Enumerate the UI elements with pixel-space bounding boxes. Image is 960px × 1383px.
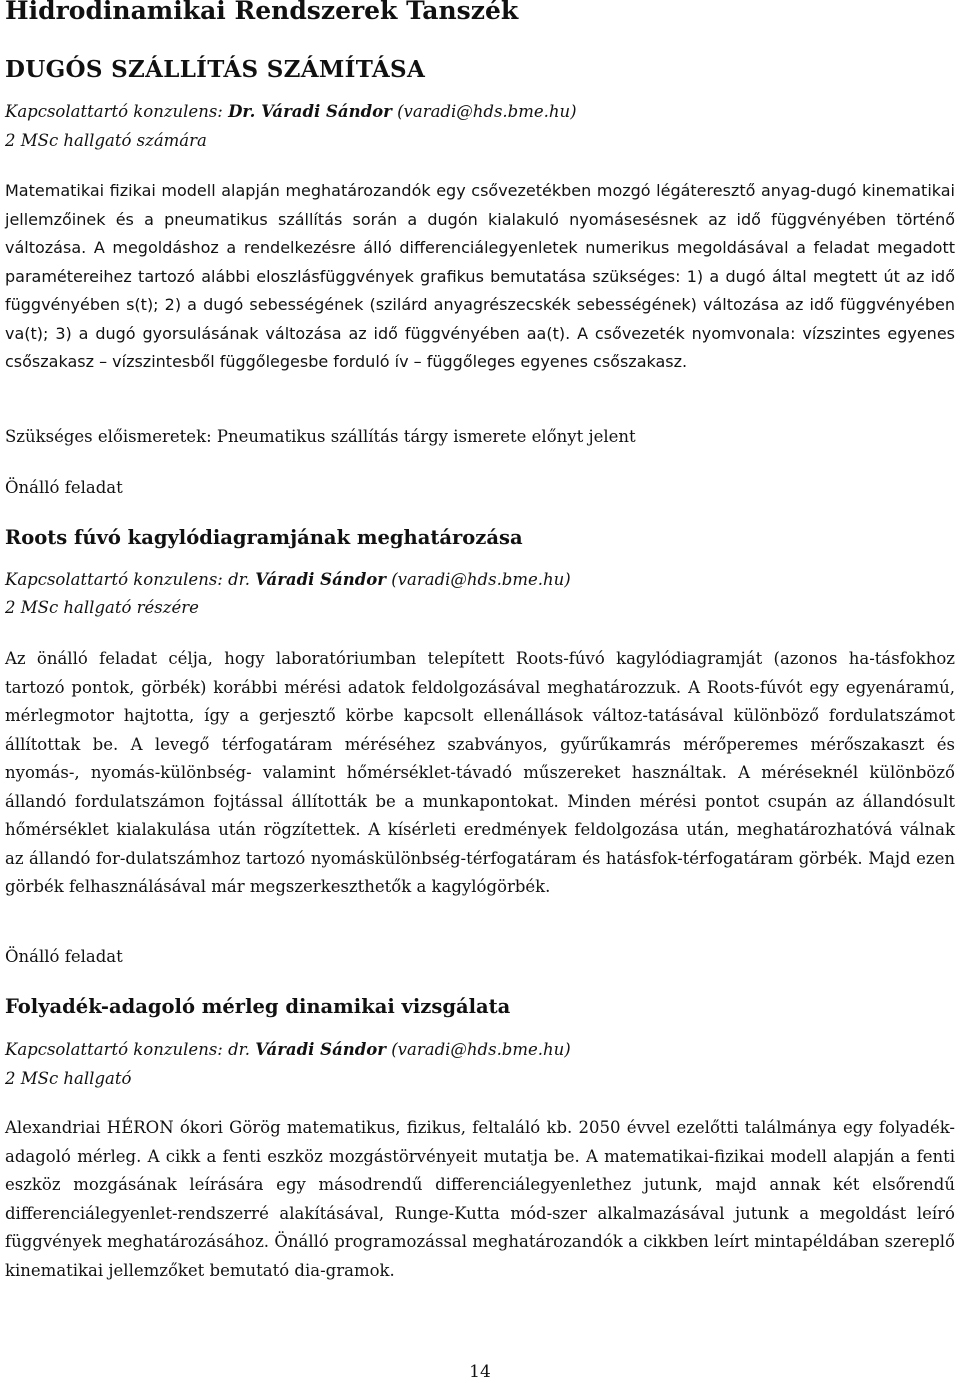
contact-prefix: Kapcsolattartó konzulens: — [5, 102, 223, 121]
section-3-title: Folyadék-adagoló mérleg dinamikai vizsgálata — [5, 995, 511, 1018]
section-1-prereq: Szükséges előismeretek: Pneumatikus szállítás tárgy ismerete előnyt jelent — [5, 427, 636, 446]
section-2-contact — [5, 566, 571, 594]
section-2-audience: 2 MSc hallgató részére — [5, 598, 199, 617]
department-title: Hidrodinamikai Rendszerek Tanszék — [5, 0, 519, 25]
contact-email: (varadi@hds.bme.hu) — [391, 570, 571, 589]
section-3-contact — [5, 1036, 571, 1064]
section-2-type: Önálló feladat — [5, 947, 123, 966]
section-2-body: Az önálló feladat célja, hogy laboratóriumban telepített Roots-fúvó kagylódiagramját (azonos ha-tásfokhoz tartozó pontok, görbék) korábbi mérési adatok feldolgozásával meghatározzuk. A Roots-fúvót egy egyenáramú, mérlegmotor hajtotta, így a gerjesztő körbe kapcsolt ellenállások változ-tatásával különböző fordulatszámot állítottak be. A levegő térfogatáram méréséhez szabványos, gyűrűkamrás mérőperemes mérőszakaszt és nyomás-, nyomás-különbség- valamint hőmérséklet-távadó műszereket használtak. A méréseknél különböző állandó fordulatszámon fojtással állították be a munkapontokat. Minden mérési pontot csupán az állandósult hőmérséklet kialakulása után rögzítettek. A kísérleti eredmények feldolgozása után, meghatározhatóvá válnak az állandó for-dulatszámhoz tartozó nyomáskülönbség-térfogatáram és hatásfok-térfogatáram görbék. Majd ezen görbék felhasználásával már megszerkeszthetők a kagylógörbék. — [5, 649, 955, 896]
section-1-body: Matematikai fizikai modell alapján meghatározandók egy csővezetékben mozgó légáteresztő anyag-dugó kinematikai jellemzőinek és a pneumatikus szállítás során a dugón kialakuló nyomásesésnek az idő függvényében történő változása. A megoldáshoz a rendelkezésre álló differenciálegyenletek numerikus megoldásával a feladat megadott paramétereihez tartozó alábbi eloszlásfüggvények grafikus bemutatása szükséges: 1) a dugó által megtett út az idő függvényében s(t); 2) a dugó sebességének (szilárd anyagrészecskék sebességének) változása az idő függvényében va(t); 3) a dugó gyorsulásának változása az idő függvényében aa(t). A csővezeték nyomvonala: vízszintes egyenes csőszakasz – vízszintesből függőlegesbe forduló ív – függőleges egyenes csőszakasz. — [5, 181, 955, 371]
section-3-body: Alexandriai HÉRON ókori Görög matematikus, fizikus, feltaláló kb. 2050 évvel ezelőtti találmánya egy folyadék-adagoló mérleg. A cikk a fenti eszköz mozgástörvényeit mutatja be. A matematikai-fizikai modell alapján a fenti eszköz mozgásának leírására egy másodrendű differenciálegyenlethez jutunk, majd annak két elsőrendű differenciálegyenlet-rendszerré alakításával, Runge-Kutta mód-szer alkalmazásával jutunk a megoldást leíró függvények meghatározásához. Önálló programozással meghatározandók a cikkben leírt mintapéldában szereplő kinematikai jellemzőket bemutató dia-gramok. — [5, 1118, 955, 1280]
section-1-contact — [5, 98, 577, 126]
section-1-type: Önálló feladat — [5, 478, 123, 497]
contact-name: Váradi Sándor — [255, 570, 386, 589]
section-1-title: DUGÓS SZÁLLÍTÁS SZÁMÍTÁSA — [5, 56, 426, 83]
contact-email: (varadi@hds.bme.hu) — [397, 102, 577, 121]
contact-email: (varadi@hds.bme.hu) — [391, 1040, 571, 1059]
contact-prefix: Kapcsolattartó konzulens: dr. — [5, 1040, 250, 1059]
contact-prefix: Kapcsolattartó konzulens: dr. — [5, 570, 250, 589]
page-number: 14 — [469, 1362, 491, 1382]
section-3-audience: 2 MSc hallgató — [5, 1069, 132, 1088]
contact-name: Dr. Váradi Sándor — [228, 102, 392, 121]
section-1-audience: 2 MSc hallgató számára — [5, 131, 207, 150]
contact-name: Váradi Sándor — [255, 1040, 386, 1059]
section-2-title: Roots fúvó kagylódiagramjának meghatározása — [5, 526, 523, 549]
